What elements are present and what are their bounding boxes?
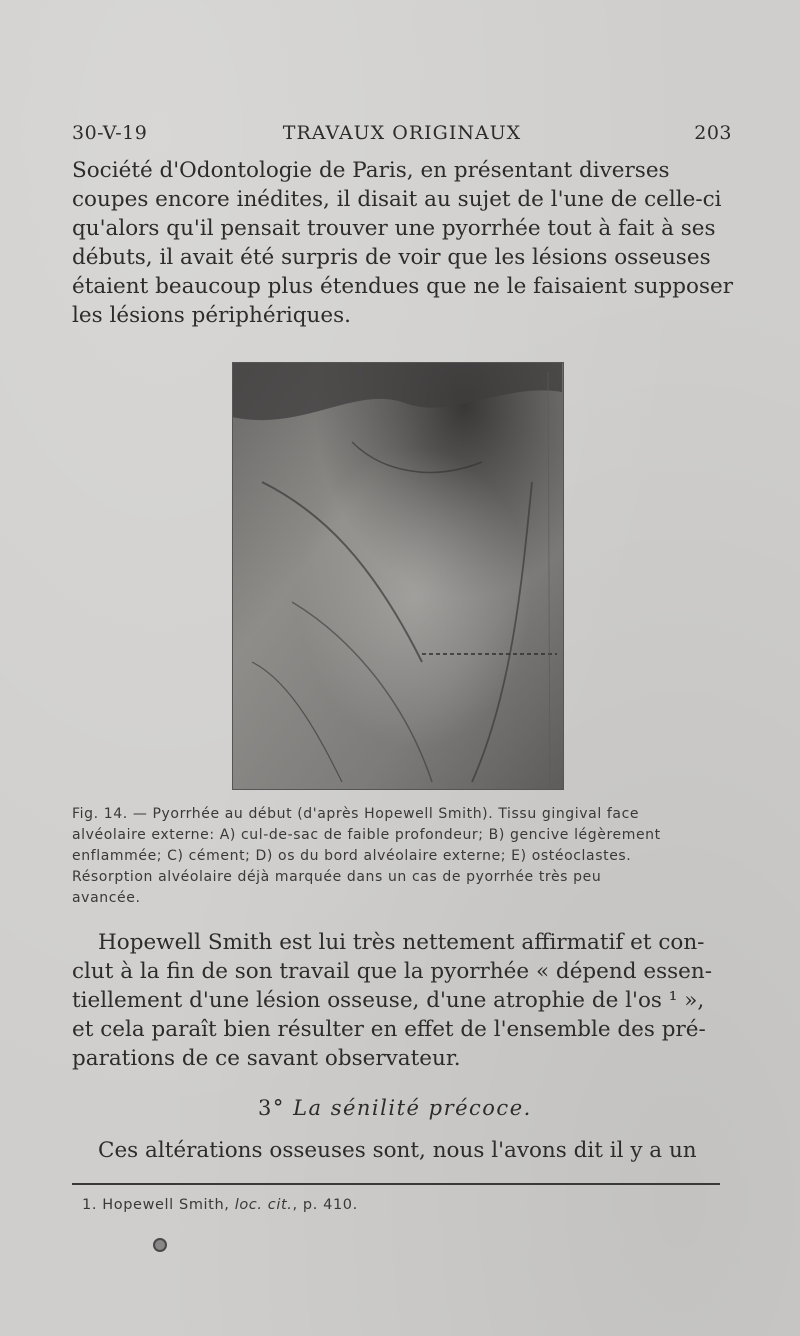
caption-line: enflammée; C) cément; D) os du bord alvéolaire externe; E) ostéoclastes.	[72, 848, 632, 864]
text-line: Hopewell Smith est lui très nettement affirmatif et con-	[98, 930, 705, 955]
running-header	[72, 122, 732, 150]
section-heading	[258, 1096, 658, 1120]
footnote-rule	[72, 1183, 720, 1185]
footnote-author: Hopewell Smith,	[102, 1197, 230, 1213]
footnote	[82, 1197, 722, 1213]
text-line: étaient beaucoup plus étendues que ne le faisaient supposer	[72, 274, 733, 299]
footnote-number: 1.	[82, 1197, 98, 1213]
text-line: Société d'Odontologie de Paris, en présentant diverses	[72, 158, 670, 183]
caption-line: alvéolaire externe: A) cul-de-sac de faible profondeur; B) gencive légèrement	[72, 827, 661, 843]
page-number: 203	[694, 122, 732, 144]
micrograph-image	[232, 362, 564, 790]
paragraph-2	[72, 928, 722, 1073]
header-title: TRAVAUX ORIGINAUX	[282, 122, 522, 144]
text-line: les lésions périphériques.	[72, 303, 351, 328]
paragraph-3	[72, 1136, 722, 1165]
caption-line: Fig. 14. — Pyorrhée au début (d'après Hopewell Smith). Tissu gingival face	[72, 806, 640, 822]
text-line: clut à la fin de son travail que la pyorrhée « dépend essen-	[72, 959, 712, 984]
micrograph-figure	[232, 362, 564, 790]
text-line: qu'alors qu'il pensait trouver une pyorrhée tout à fait à ses	[72, 216, 716, 241]
text-line: parations de ce savant observateur.	[72, 1046, 461, 1071]
caption-line: Résorption alvéolaire déjà marquée dans un cas de pyorrhée très peu	[72, 869, 602, 885]
section-title: La sénilité précoce.	[293, 1096, 532, 1120]
caption-line: avancée.	[72, 890, 141, 906]
figure-caption	[72, 804, 724, 909]
footnote-page: , p. 410.	[292, 1197, 358, 1213]
text-line: tiellement d'une lésion osseuse, d'une atrophie de l'os ¹ »,	[72, 988, 705, 1013]
text-line: Ces altérations osseuses sont, nous l'avons dit il y a un	[98, 1138, 697, 1163]
text-line: débuts, il avait été surpris de voir que les lésions osseuses	[72, 245, 711, 270]
print-mark-icon	[153, 1238, 167, 1252]
footnote-ref: loc. cit.	[234, 1197, 293, 1213]
header-date: 30-V-19	[72, 122, 148, 144]
text-line: coupes encore inédites, il disait au sujet de l'une de celle-ci	[72, 187, 722, 212]
paragraph-1	[72, 156, 733, 330]
section-number: 3°	[258, 1096, 285, 1120]
text-line: et cela paraît bien résulter en effet de l'ensemble des pré-	[72, 1017, 706, 1042]
